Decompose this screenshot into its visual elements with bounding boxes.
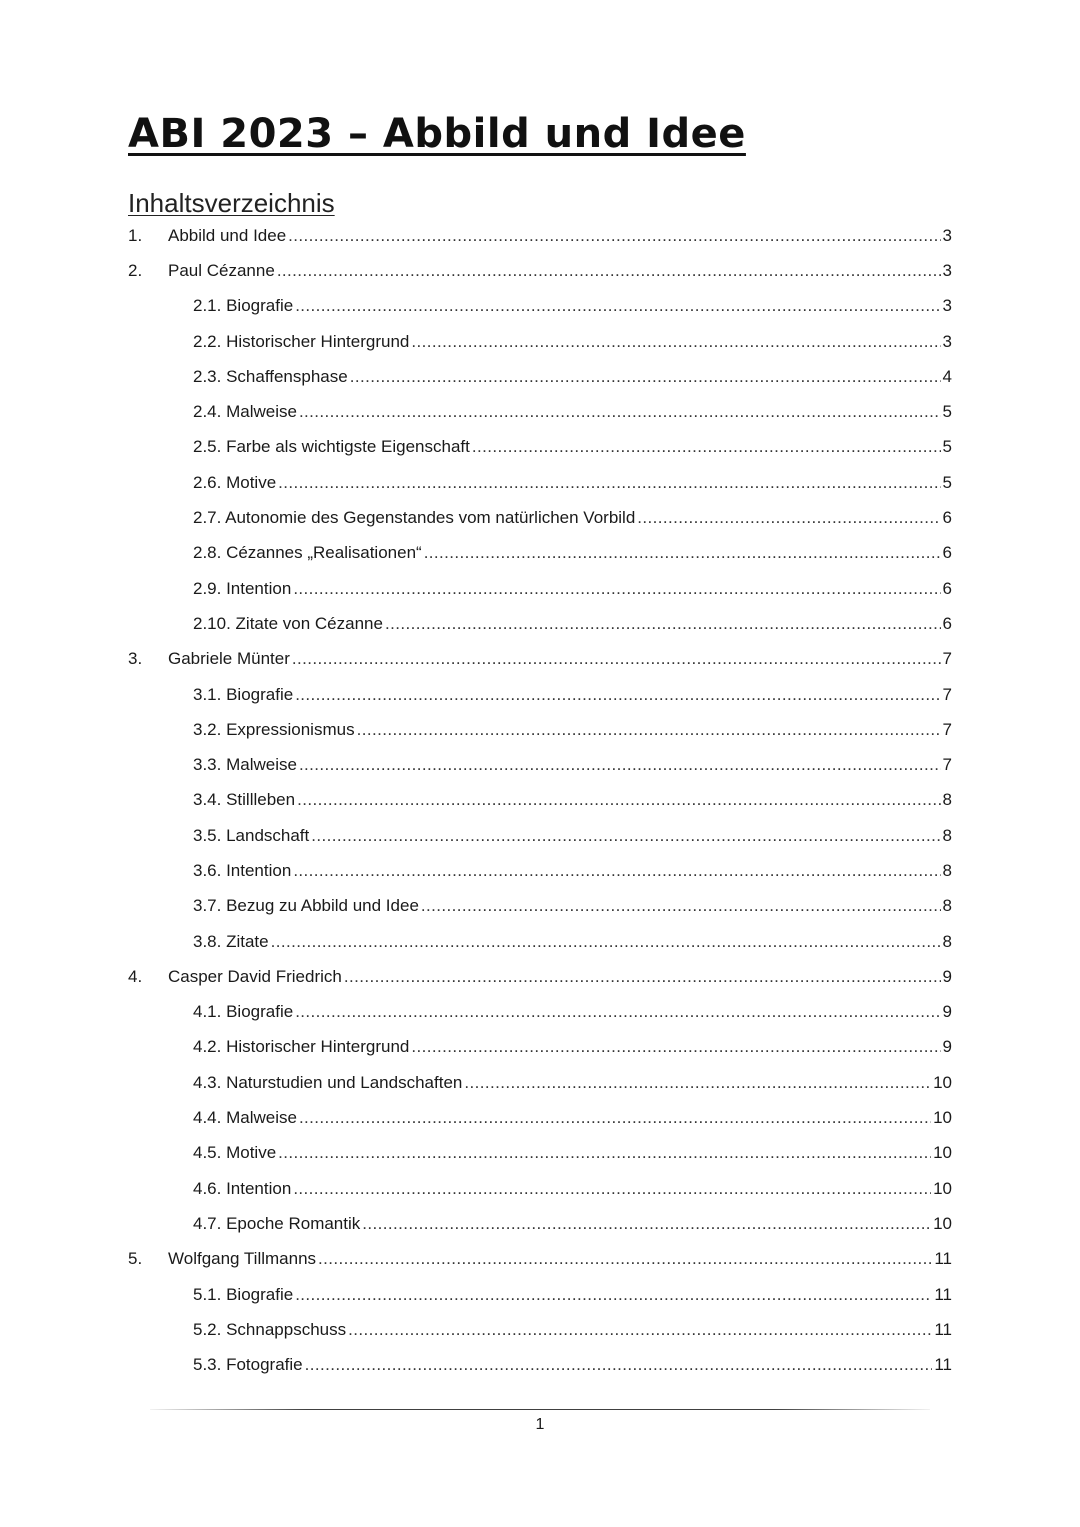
toc-dot-leader	[362, 1214, 931, 1234]
toc-entry-page[interactable]: 10	[933, 1178, 952, 1198]
toc-heading: Inhaltsverzeichnis	[128, 188, 335, 218]
toc-dot-leader	[295, 685, 940, 705]
toc-dot-leader	[472, 437, 941, 457]
toc-entry-label[interactable]: 5.2. Schnappschuss	[193, 1319, 347, 1339]
toc-entry[interactable]	[128, 1348, 952, 1383]
toc-entry[interactable]	[128, 465, 952, 500]
toc-entry[interactable]	[128, 1242, 952, 1277]
toc-entry-page[interactable]: 8	[942, 860, 952, 880]
toc-entry-page[interactable]: 3	[942, 331, 952, 351]
toc-entry-label[interactable]: 2.2. Historischer Hintergrund	[193, 331, 410, 351]
toc-entry-page[interactable]: 9	[942, 966, 952, 986]
toc-entry[interactable]	[128, 959, 952, 994]
toc-entry-page[interactable]: 4	[942, 366, 952, 386]
toc-entry[interactable]	[128, 606, 952, 641]
toc-entry-page[interactable]: 7	[942, 755, 952, 775]
toc-entry[interactable]	[128, 818, 952, 853]
toc-entry[interactable]	[128, 500, 952, 535]
toc-entry-page[interactable]: 5	[942, 437, 952, 457]
toc-entry-page[interactable]: 11	[934, 1249, 952, 1269]
toc-entry-page[interactable]: 6	[942, 543, 952, 563]
toc-entry-label[interactable]: 4.2. Historischer Hintergrund	[193, 1037, 410, 1057]
toc-entry-page[interactable]: 10	[933, 1072, 952, 1092]
toc-entry-number: 4.	[128, 966, 143, 986]
toc-entry-number: 3.	[128, 649, 143, 669]
toc-entry-label[interactable]: Paul Cézanne	[168, 260, 275, 280]
toc-entry-label[interactable]: 3.8. Zitate	[193, 931, 269, 951]
toc-entry-label[interactable]: 2.9. Intention	[193, 578, 292, 598]
toc-entry-page[interactable]: 7	[942, 684, 952, 704]
toc-entry-page[interactable]: 10	[933, 1143, 952, 1163]
toc-dot-leader	[385, 614, 941, 634]
toc-entry[interactable]	[128, 924, 952, 959]
toc-entry-page[interactable]: 10	[933, 1213, 952, 1233]
toc-entry[interactable]	[128, 289, 952, 324]
toc-entry-page[interactable]: 9	[942, 1002, 952, 1022]
toc-entry[interactable]	[128, 1312, 952, 1347]
toc-dot-leader	[411, 1037, 940, 1057]
toc-entry[interactable]	[128, 394, 952, 429]
toc-entry-label[interactable]: 4.6. Intention	[193, 1178, 292, 1198]
toc-entry-page[interactable]: 8	[942, 931, 952, 951]
toc-entry-page[interactable]: 11	[934, 1355, 952, 1375]
toc-dot-leader	[295, 296, 940, 316]
toc-entry-label[interactable]: 3.7. Bezug zu Abbild und Idee	[193, 896, 419, 916]
toc-dot-leader	[411, 332, 940, 352]
toc-entry[interactable]	[128, 995, 952, 1030]
toc-dot-leader	[357, 720, 941, 740]
toc-entry-page[interactable]: 7	[942, 649, 952, 669]
toc-entry[interactable]	[128, 218, 952, 253]
toc-entry[interactable]	[128, 253, 952, 288]
page-number: 1	[535, 1416, 545, 1433]
footer-divider	[150, 1409, 930, 1410]
toc-entry-page[interactable]: 6	[942, 508, 952, 528]
toc-entry[interactable]	[128, 642, 952, 677]
toc-entry[interactable]	[128, 712, 952, 747]
toc-entry-label[interactable]: 2.10. Zitate von Cézanne	[193, 613, 383, 633]
toc-entry[interactable]	[128, 1100, 952, 1135]
toc-entry-label[interactable]: 2.4. Malweise	[193, 402, 297, 422]
toc-entry[interactable]	[128, 430, 952, 465]
toc-entry-page[interactable]: 3	[942, 296, 952, 316]
toc-entry[interactable]	[128, 359, 952, 394]
toc-dot-leader	[311, 826, 940, 846]
toc-dot-leader	[277, 261, 941, 281]
toc-entry-label[interactable]: 2.6. Motive	[193, 472, 277, 492]
toc-entry-page[interactable]: 5	[942, 472, 952, 492]
toc-entry-label[interactable]: Wolfgang Tillmanns	[168, 1249, 317, 1269]
toc-dot-leader	[424, 543, 941, 563]
toc-entry-page[interactable]: 8	[942, 825, 952, 845]
toc-entry[interactable]	[128, 324, 952, 359]
toc-entry-label[interactable]: 4.7. Epoche Romantik	[193, 1213, 361, 1233]
toc-entry-page[interactable]: 5	[942, 402, 952, 422]
toc-entry[interactable]	[128, 1206, 952, 1241]
toc-dot-leader	[295, 1285, 932, 1305]
toc-dot-leader	[305, 1355, 933, 1375]
toc-entry-label[interactable]: 5.1. Biografie	[193, 1284, 294, 1304]
toc-entry-label[interactable]: 4.5. Motive	[193, 1143, 277, 1163]
toc-dot-leader	[318, 1249, 932, 1269]
document-title: ABI 2023 – Abbild und Idee	[128, 111, 746, 157]
toc-entry[interactable]	[128, 889, 952, 924]
toc-dot-leader	[299, 402, 941, 422]
toc-dot-leader	[421, 896, 941, 916]
toc-entry-number: 2.	[128, 260, 143, 280]
toc-dot-leader	[292, 649, 941, 669]
toc-dot-leader	[293, 1179, 931, 1199]
toc-dot-leader	[295, 1002, 940, 1022]
toc-entry-label[interactable]: 3.2. Expressionismus	[193, 719, 355, 739]
toc-entry-page[interactable]: 6	[942, 578, 952, 598]
toc-entry[interactable]	[128, 1136, 952, 1171]
toc-entry-page[interactable]: 8	[942, 896, 952, 916]
toc-entry-label[interactable]: 5.3. Fotografie	[193, 1355, 303, 1375]
toc-entry-label[interactable]: 2.3. Schaffensphase	[193, 366, 348, 386]
toc-entry-label[interactable]: 4.1. Biografie	[193, 1002, 294, 1022]
toc-dot-leader	[293, 579, 940, 599]
toc-entry[interactable]	[128, 571, 952, 606]
toc-dot-leader	[297, 790, 940, 810]
toc-dot-leader	[278, 473, 940, 493]
toc-entry-page[interactable]: 11	[934, 1284, 952, 1304]
toc-entry-number: 5.	[128, 1249, 143, 1269]
table-of-contents	[128, 218, 952, 1383]
toc-entry-page[interactable]: 11	[934, 1319, 952, 1339]
toc-entry-label[interactable]: 4.3. Naturstudien und Landschaften	[193, 1072, 463, 1092]
toc-entry-page[interactable]: 7	[942, 719, 952, 739]
toc-entry-page[interactable]: 9	[942, 1037, 952, 1057]
toc-dot-leader	[637, 508, 940, 528]
toc-entry[interactable]	[128, 1171, 952, 1206]
toc-entry-label[interactable]: 2.7. Autonomie des Gegenstandes vom natürlichen Vorbild	[193, 508, 636, 528]
toc-dot-leader	[299, 755, 941, 775]
toc-entry-page[interactable]: 3	[942, 260, 952, 280]
toc-entry-label[interactable]: 3.4. Stillleben	[193, 790, 296, 810]
toc-dot-leader	[299, 1108, 931, 1128]
toc-entry-page[interactable]: 8	[942, 790, 952, 810]
toc-dot-leader	[288, 226, 940, 246]
toc-entry-label[interactable]: 3.1. Biografie	[193, 684, 294, 704]
toc-entry-page[interactable]: 6	[942, 613, 952, 633]
toc-entry-page[interactable]: 3	[942, 225, 952, 245]
toc-entry[interactable]	[128, 677, 952, 712]
toc-entry[interactable]	[128, 853, 952, 888]
toc-entry-label[interactable]: 2.8. Cézannes „Realisationen“	[193, 543, 422, 563]
toc-entry-label[interactable]: 4.4. Malweise	[193, 1108, 297, 1128]
toc-entry-label[interactable]: 2.1. Biografie	[193, 296, 294, 316]
toc-entry-label[interactable]: 3.5. Landschaft	[193, 825, 310, 845]
toc-entry[interactable]	[128, 1030, 952, 1065]
toc-dot-leader	[350, 367, 941, 387]
toc-entry-label[interactable]: 2.5. Farbe als wichtigste Eigenschaft	[193, 437, 470, 457]
toc-dot-leader	[464, 1073, 931, 1093]
toc-entry-label[interactable]: Casper David Friedrich	[168, 966, 342, 986]
toc-entry-number: 1.	[128, 225, 143, 245]
toc-entry-label[interactable]: Gabriele Münter	[168, 649, 290, 669]
toc-entry[interactable]	[128, 747, 952, 782]
toc-entry[interactable]	[128, 1065, 952, 1100]
toc-entry-page[interactable]: 10	[933, 1108, 952, 1128]
toc-entry[interactable]	[128, 783, 952, 818]
toc-dot-leader	[278, 1143, 931, 1163]
toc-entry[interactable]	[128, 1277, 952, 1312]
toc-entry[interactable]	[128, 536, 952, 571]
toc-dot-leader	[344, 967, 941, 987]
toc-entry-label[interactable]: Abbild und Idee	[168, 225, 287, 245]
toc-dot-leader	[293, 861, 940, 881]
toc-dot-leader	[348, 1320, 932, 1340]
toc-entry-label[interactable]: 3.6. Intention	[193, 860, 292, 880]
toc-entry-label[interactable]: 3.3. Malweise	[193, 755, 297, 775]
toc-dot-leader	[271, 932, 941, 952]
